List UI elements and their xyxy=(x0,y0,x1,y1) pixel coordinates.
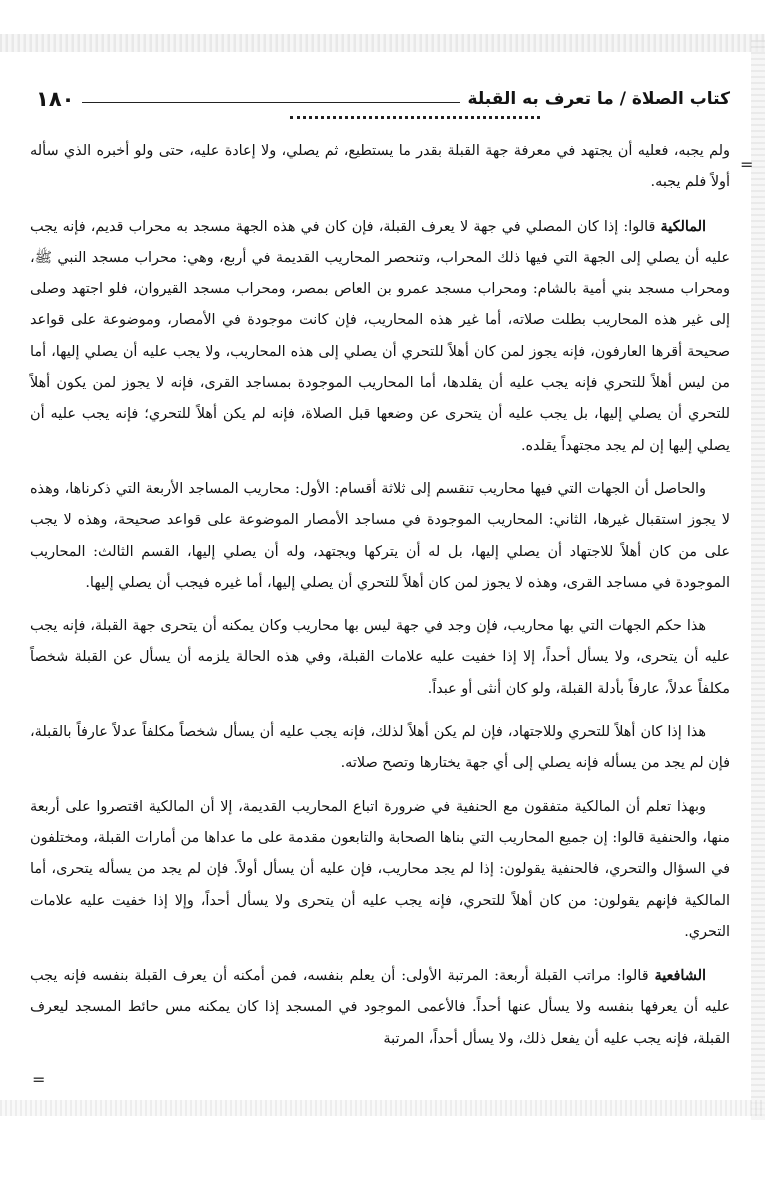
scan-edge-right xyxy=(751,40,765,1120)
header-rule xyxy=(82,102,459,103)
page-body xyxy=(30,136,730,1055)
header-dotted-rule xyxy=(290,116,540,129)
paragraph-text: ولم يجبه، فعليه أن يجتهد في معرفة جهة القبلة بقدر ما يستطيع، ثم يصلي، ولا إعادة عليه، حتى ولو أخبره الذي سأله أولاً فلم يجبه. xyxy=(30,143,730,191)
paragraph-lead: الشافعية xyxy=(654,967,706,985)
page-number: ١٨٠ xyxy=(36,87,75,111)
paragraph xyxy=(30,717,730,780)
paragraph xyxy=(30,211,730,462)
paragraph-text: قالوا: إذا كان المصلي في جهة لا يعرف القبلة، فإن كان في هذه الجهة مسجد به محراب قديم، فإنه يجب عليه أن يصلي إلى الجهة التي فيها ذلك المحراب، وتنحصر المحاريب القديمة في أربع، وهي: محراب مسجد النبي ﷺ، ومحراب مسجد بني أمية بالشام: ومحراب مسجد عمرو بن العاص بمصر، ومحراب مسجد القيروان، فلو اجتهد وصلى إلى غير هذه المحاريب بطلت صلاته، أما غير هذه المحاريب، فإن كانت موجودة في الأمصار، وموضوعة على قواعد صحيحة أقرها العارفون، فإنه يجوز لمن كان أهلاً للتحري أن يصلي إلى هذه المحاريب، ولا يجب عليه أن يصلي إليها، أما من ليس أهلاً للتحري فإنه يجب عليه أن يقلدها، أما المحاريب الموجودة بمساجد القرى، فإنه لا يجوز لمن يكون أهلاً للتحري أن يصلي إليها، بل يجب عليه أن يتحرى عن وضعها قبل الصلاة، فإنه لم يكن أهلاً للتحري؛ فإنه يجب عليه أن يصلي إليها إن لم يجد مجتهداً يقلده. xyxy=(30,218,730,454)
paragraph-text: قالوا: مراتب القبلة أربعة: المرتبة الأولى: أن يعلم بنفسه، فمن أمكنه أن يعرف القبلة بنفسه فإنه يجب عليه أن يعرفها بنفسه ولا يسأل عنها أحداً. فالأعمى الموجود في المسجد إذا كان يمكنه مس حائط المسجد ليعرف القبلة، فإنه يجب عليه أن يفعل ذلك، ولا يسأل أحداً، المرتبة xyxy=(30,968,730,1047)
paragraph-text: وبهذا تعلم أن المالكية متفقون مع الحنفية في ضرورة اتباع المحاريب القديمة، إلا أن المالكية اقتصروا على أربعة منها، والحنفية قالوا: إن جميع المحاريب التي بناها الصحابة والتابعون مقدمة على ما عداها من أمارات القبلة، ومختلفون في السؤال والتحري، فالحنفية يقولون: إذا لم يجد محاريب، فإن عليه أن يسأل أولاً. فإن لم يجد من يسأله يتحرى، أما المالكية فإنهم يقولون: من كان أهلاً للتحري، فإنه يجب عليه أن يتحرى ولا يسأل أحداً، وإلا إذا خفيت عليه علامات التحري. xyxy=(30,798,730,940)
scan-edge-top xyxy=(0,34,765,52)
paragraph xyxy=(30,474,730,599)
running-head xyxy=(30,84,730,114)
paragraph xyxy=(30,611,730,705)
continuation-mark-end: = xyxy=(32,1070,46,1089)
chapter-title: كتاب الصلاة / ما تعرف به القبلة xyxy=(467,89,730,109)
scan-edge-bottom xyxy=(0,1100,765,1116)
book-page xyxy=(30,84,730,1094)
paragraph xyxy=(30,136,730,199)
paragraph-lead: المالكية xyxy=(660,217,706,235)
continuation-mark-start: = xyxy=(740,155,754,174)
paragraph xyxy=(30,792,730,948)
paragraph-text: هذا إذا كان أهلاً للتحري وللاجتهاد، فإن لم يكن أهلاً لذلك، فإنه يجب عليه أن يسأل شخصاً مكلفاً عدلاً عارفاً بالقبلة، فإن لم يجد من يسأله فإنه يصلي إلى أي جهة يختارها وتصح صلاته. xyxy=(30,724,730,772)
paragraph-text: هذا حكم الجهات التي بها محاريب، فإن وجد في جهة ليس بها محاريب وكان يمكنه أن يتحرى جهة القبلة، فإنه يجب عليه أن يتحرى، ولا يسأل أحداً، إلا إذا خفيت عليه علامات القبلة، وفي هذه الحالة يلزمه أن يسأل عن القبلة شخصاً مكلفاً عدلاً، عارفاً بأدلة القبلة، ولو كان أنثى أو عبداً. xyxy=(30,618,730,697)
paragraph-text: والحاصل أن الجهات التي فيها محاريب تنقسم إلى ثلاثة أقسام: الأول: محاريب المساجد الأربعة التي ذكرناها، وهذه لا يجوز استقبال غيرها، الثاني: المحاريب الموجودة في مساجد الأمصار الموضوعة على قواعد صحيحة، وهذه لا يجب على من كان أهلاً للاجتهاد أن يصلي إليها، بل له أن يتركها ويجتهد، وله أن يصلي إليها، القسم الثالث: المحاريب الموجودة في مساجد القرى، وهذه لا يجوز لمن كان أهلاً للتحري أن يصلي إليها، أما غيره فيجب أن يصلي إليها. xyxy=(30,480,730,591)
paragraph xyxy=(30,960,730,1055)
